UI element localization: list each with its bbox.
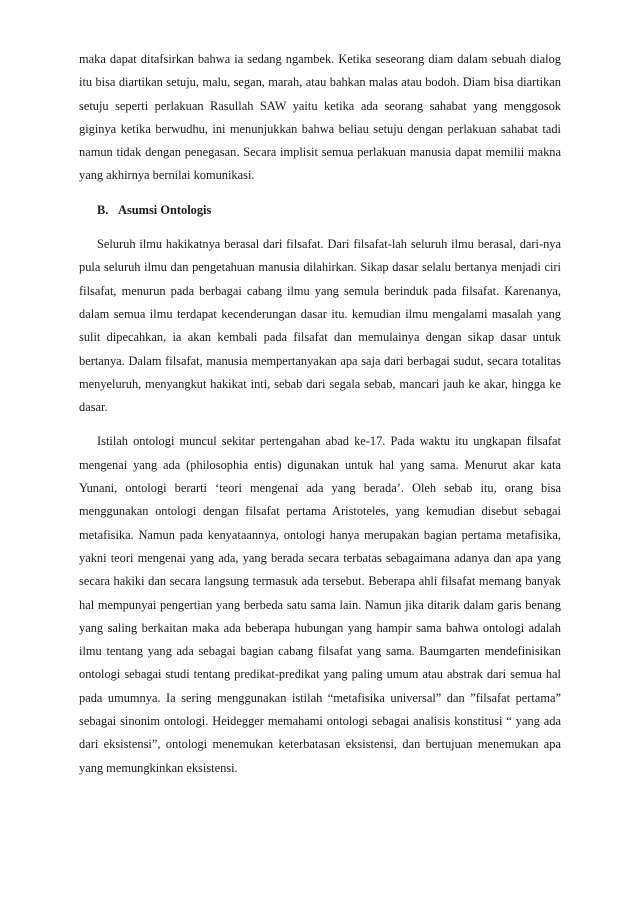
paragraph-3: Istilah ontologi muncul sekitar pertengahan abad ke-17. Pada waktu itu ungkapan filsafat mengenai yang ada (philosophia entis) digunakan untuk hal yang sama. Menurut akar kata Yunani, ontologi berarti ‘teori mengenai ada yang berada’. Oleh sebab itu, orang bisa menggunakan ontologi dengan filsafat pertama Aristoteles, yang kemudian disebut sebagai metafisika. Namun pada kenyataannya, ontologi hanya merupakan bagian pertama metafisika, yakni teori mengenai yang ada, yang berada secara terbatas sebagaimana adanya dan apa yang secara hakiki dan secara langsung termasuk ada tersebut. Beberapa ahli filsafat memang banyak hal mempunyai pengertian yang berbeda satu sama lain. Namun jika ditarik dalam garis benang yang saling berkaitan maka ada beberapa hubungan yang hampir sama bahwa ontologi adalah ilmu tentang yang ada sebagai bagian cabang filsafat yang sama. Baumgarten mendefinisikan ontologi sebagai studi tentang predikat-predikat yang paling umum atau abstrak dari semua hal pada umumnya. Ia sering menggunakan istilah “metafisika universal” dan ”filsafat pertama” sebagai sinonim ontologi. Heidegger memahami ontologi sebagai analisis konstitusi “ yang ada dari eksistensi”, ontologi menemukan keterbatasan eksistensi, dan bertujuan menemukan apa yang memungkinkan eksistensi.	[79, 434, 561, 775]
section-heading	[79, 199, 561, 222]
paragraph-2: Seluruh ilmu hakikatnya berasal dari filsafat. Dari filsafat-lah seluruh ilmu berasal, dari-nya pula seluruh ilmu dan pengetahuan manusia dilahirkan. Sikap dasar selalu bertanya menjadi ciri filsafat, menurun pada berbagai cabang ilmu yang semula berinduk pada filsafat. Karenanya, dalam semua ilmu terdapat kecenderungan dasar itu. kemudian ilmu mengalami masalah yang sulit dipecahkan, ia akan kembali pada filsafat dan memulainya dengan sikap dasar untuk bertanya. Dalam filsafat, manusia mempertanyakan apa saja dari berbagai sudut, secara totalitas menyeluruh, menyangkut hakikat inti, sebab dari segala sebab, mancari jauh ke akar, hingga ke dasar.	[79, 237, 561, 415]
section-title: Asumsi Ontologis	[118, 202, 212, 217]
section-number: B.	[97, 202, 109, 217]
paragraph-1: maka dapat ditafsirkan bahwa ia sedang ngambek. Ketika seseorang diam dalam sebuah dialog itu bisa diartikan setuju, malu, segan, marah, atau bahkan malas atau bodoh. Diam bisa diartikan setuju seperti perlakuan Rasullah SAW yaitu ketika ada seorang sahabat yang menggosok giginya ketika berwudhu, ini menunjukkan bahwa beliau setuju dengan perlakuan sahabat tadi namun tidak dengan penegasan. Secara implisit semua perlakuan manusia dapat memilii makna yang akhirnya bernilai komunikasi.	[79, 52, 561, 183]
document-body	[79, 48, 561, 780]
